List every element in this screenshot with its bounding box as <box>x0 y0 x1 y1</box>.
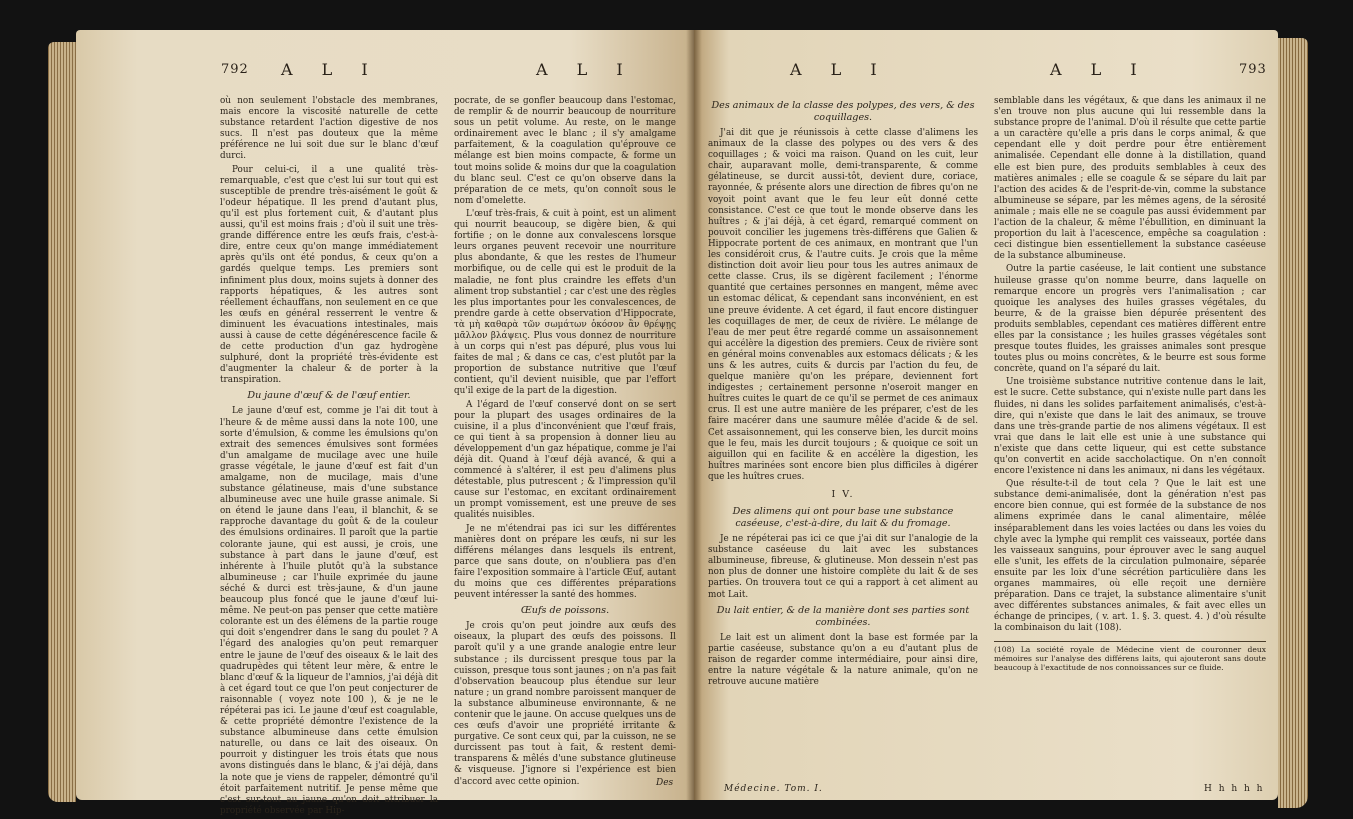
book-gutter <box>686 30 702 800</box>
paragraph: Je ne répéterai pas ici ce que j'ai dit sur l'analogie de la substance caséeuse du lait avec les substances albumineuse, fibreuse, & glutineuse. Mon dessein n'est pas non plus de donner une histoire complète du lait & de ses parties. On trouvera tout ce qui a rapport à cet aliment au mot Lait. <box>708 534 978 600</box>
footnote: (108) La société royale de Médecine vient de couronner deux mémoires sur l'analyse des différens laits, qui ajouteront sans doute beaucoup à l'exactitude de nos connoissances sur ce fluide. <box>994 641 1266 673</box>
headword-left-col2: A L I <box>536 60 635 79</box>
page-number-left: 792 <box>221 62 249 77</box>
left-page-edges <box>48 42 76 802</box>
right-page-column-1 <box>708 96 978 788</box>
left-running-head <box>76 60 694 90</box>
signature-mark-right: H h h h h <box>1204 784 1265 794</box>
left-page-column-2 <box>454 96 676 788</box>
paragraph: Pour celui-ci, il a une qualité très-remarquable, c'est que c'est lui sur tout qui est susceptible de prendre très-aisément le goût & l'odeur hépatique. Il les prend d'autant plus, qu'il est plus fortement cuit, & d'autant plus aussi, qu'il est moins frais ; d'où il suit une très-grande différence entre les œufs frais, c'est-à-dire, entre ceux qu'on mange immédiatement après qu'ils ont été pondus, & ceux qu'on a gardés quelque temps. Les premiers sont infiniment plus doux, moins sujets à donner des rapports hépatiques, & les autres sont réellement échauffans, non seulement en ce que les œufs en général resserrent le ventre & diminuent les évacuations intestinales, mais aussi à cause de cette dégénérescence facile & de cette production d'un gaz hydrogène sulphuré, dont la propriété très-évidente est d'augmenter la chaleur & de porter à la transpiration. <box>220 164 438 386</box>
paragraph: où non seulement l'obstacle des membranes, mais encore la viscosité naturelle de cette substance retardent l'action digestive de nos sucs. Il n'est pas douteux que la même préférence ne lui soit due sur le blanc d'œuf durci. <box>220 96 438 162</box>
paragraph: Le jaune d'œuf est, comme je l'ai dit tout à l'heure & de même aussi dans la note 100, une sorte d'émulsion, & comme les émulsions qu'on extrait des semences émulsives sont formées d'un amalgame de mucilage avec une huile grasse végétale, le jaune d'œuf est fait d'un amalgame, non de mucilage, mais d'une substance gélatineuse, mais d'une substance albumineuse avec une huile grasse animale. Si on étend le jaune dans l'eau, il blanchit, & se rapproche davantage du goût & de la couleur des émulsions ordinaires. Il paroît que la partie colorante jaune, qui est aussi, je crois, une substance à part dans le jaune d'œuf, est inhérente à l'huile plutôt qu'à la substance albumineuse ; car l'huile exprimée du jaune séché & durci est très-jaune, & d'un jaune beaucoup plus foncé que le jaune d'œuf lui-même. Ne peut-on pas penser que cette matière colorante est un des élémens de la partie rouge qui doit s'engendrer dans le sang du poulet ? A l'égard des analogies qu'on peut remarquer entre le jaune de l'œuf des oiseaux & le lait des quadrupèdes qui têtent leur mère, & entre le blanc d'œuf & la liqueur de l'amnios, j'ai déjà dit à cet égard tout ce que l'on peut conjecturer de raisonnable ( voyez note 100 ), & je ne le répéterai pas ici. Le jaune d'œuf est coagulable, & cette propriété démontre l'existence de la substance albumineuse dans cette émulsion naturelle, ou dans ce lait des oiseaux. On pourroit y distinguer les trois états que nous avons distingués dans le blanc, & j'ai déjà, dans la note que je viens de rappeler, démontré qu'il étoit parfaitement nutritif. Je pense même que c'est sur-tout au jaune qu'on doit attribuer la propriété observée par Hip- <box>220 406 438 816</box>
section-heading: Des animaux de la classe des polypes, des vers, & des coquillages. <box>711 100 975 123</box>
paragraph: Le lait est un aliment dont la base est formée par la partie caséeuse, substance qu'on a eu d'autant plus de raison de regarder comme intermédiaire, pour ainsi dire, entre la nature végétale & la nature animale, qu'on ne retrouve aucune matière <box>708 632 978 688</box>
page-number-right: 793 <box>1239 62 1267 77</box>
paragraph: J'ai dit que je réunissois à cette classe d'alimens les animaux de la classe des polypes ou des vers & des coquillages ; & voici ma raison. Quand on les cuit, leur chair, auparavant molle, demi-transparente, & comme gélatineuse, se durcit aussi-tôt, devient dure, coriace, rayonnée, & présente alors une direction de fibres qu'on ne voyoit point avant que le feu leur eût donné cette consistance. C'est ce que tout le monde observe dans les huîtres ; & j'ai déjà, à cet égard, remarqué comment on pouvoit concilier les jugemens très-différens que Galien & Hippocrate portent de ces animaux, en montrant que l'un les considéroit crus, & l'autre cuits. Je crois que la même distinction doit avoir lieu pour tous les autres animaux de cette classe. Crus, ils se digèrent facilement ; l'énorme quantité que certaines personnes en mangent, même avec un estomac délicat, & cependant sans inconvénient, en est une preuve évidente. A cet égard, il faut encore distinguer les coquillages de mer, de ceux de rivière. Le mélange de l'eau de mer peut être regardé comme un assaisonnement qui accélère la digestion des premiers. Ceux de rivière sont en général moins convenables aux estomacs délicats ; & les uns & les autres, cuits & durcis par l'action du feu, de quelque manière qu'on les prépare, deviennent fort indigestes ; certainement personne n'oseroit manger en huîtres cuites le quart de ce qu'il se permet de ces animaux crus. Il est une autre manière de les préparer, c'est de les faire macérer dans une saumure mêlée d'acide & de sel. Cet assaisonnement, qui les conserve bien, les durcit moins que le feu, mais les durcit toujours ; & quoique ce soit un aiguillon qui en facilite & en accélère la digestion, les huîtres marinées sont encore bien plus difficiles à digérer que les huîtres crues. <box>708 128 978 482</box>
paragraph: Outre la partie caséeuse, le lait contient une substance huileuse grasse qu'on nomme beurre, dans laquelle on remarque encore un progrès vers l'animalisation ; car quoique les analyses des huiles grasses végétales, du beurre, & de la graisse bien dépurée présentent des produits semblables, cependant ces matières diffèrent entre elles par la consistance ; les huiles grasses végétales sont presque toutes fluides, les graisses animales sont presque toutes plus ou moins concrètes, & le beurre est sous forme concrète, quand on l'a séparé du lait. <box>994 264 1266 375</box>
paragraph: pocrate, de se gonfler beaucoup dans l'estomac, de remplir & de nourrir beaucoup de nourriture sous un petit volume. Au reste, on le mange ordinairement avec le blanc ; il s'y amalgame parfaitement, & la coagulation qu'éprouve ce mélange est bien moins compacte, & forme un tout moins solide & moins dur que la coagulation du blanc seul. C'est ce qu'on observe dans la préparation de ce mets, qu'on connoît sous le nom d'omelette. <box>454 96 676 206</box>
right-page-edges <box>1278 38 1308 808</box>
headword-right-col2: A L I <box>1050 60 1149 79</box>
catchword: Des <box>656 778 674 788</box>
section-number: I V. <box>831 489 855 500</box>
paragraph: A l'égard de l'œuf conservé dont on se sert pour la plupart des usages ordinaires de la cuisine, il a plus d'inconvénient que l'œuf frais, ce qui tient à sa propension à donner lieu au développement d'un gaz hépatique, comme je l'ai déjà dit. Quand à l'œuf déjà avancé, & qui a commencé à s'altérer, il est peu d'alimens plus détestable, plus putrescent ; & l'impression qu'il cause sur l'estomac, en excitant ordinairement un prompt vomissement, est une preuve de ses qualités nuisibles. <box>454 399 676 521</box>
section-heading: Du lait entier, & de la manière dont ses parties sont combinées. <box>716 604 970 628</box>
paragraph: semblable dans les végétaux, & que dans les animaux il ne s'en trouve non plus aucune qui lui ressemble dans la substance propre de l'animal. D'où il résulte que cette partie a un caractère qu'elle a pris dans le corps animal, & que cependant elle y doit perdre pour être entièrement animalisée. Cependant elle donne à la distillation, quand elle est bien pure, des produits semblables à ceux des matières animales ; elle se coagule & se sépare du lait par l'action des acides & de l'esprit-de-vin, comme la substance albumineuse se sépare, par les mêmes agens, de la sérosité animale ; mais elle ne se coagule pas aussi évidemment par l'action de la chaleur, & même l'ébullition, en diminuant la proportion du lait à l'acescence, empêche sa coagulation : ceci distingue bien essentiellement la substance caséeuse de la substance albumineuse. <box>994 96 1266 262</box>
signature-mark-left: Médecine. Tom. I. <box>724 784 823 794</box>
right-running-head <box>694 60 1278 90</box>
paragraph: Une troisième substance nutritive contenue dans le lait, est le sucre. Cette substance, qui n'existe nulle part dans les fluides, ni dans les solides parfaitement animalisés, c'est-à-dire, qui n'existe que dans le lait des animaux, se trouve dans une très-grande partie de nos alimens végétaux. Il est vrai que dans le lait elle est unie à une substance qui n'existe que dans cette liqueur, qui est cette substance qu'on convertit en acide saccholactique. On n'en connoît encore l'existence ni dans les animaux, ni dans les végétaux. <box>994 377 1266 477</box>
left-page <box>76 30 694 816</box>
paragraph: Je crois qu'on peut joindre aux œufs des oiseaux, la plupart des œufs des poissons. Il paroît qu'il y a une grande analogie entre leur substance ; ils durcissent presque tous par la cuisson, presque tous sont jaunes ; on n'a pas fait d'observation beaucoup plus étendue sur leur nature ; un grand nombre paroissent manquer de la substance albumineuse environnante, & ne contenir que le jaune. On accuse quelques uns de ces œufs d'avoir une propriété irritante & purgative. Ce sont ceux qui, par la cuisson, ne se durcissent pas tout à fait, & restent demi-transparens & mêlés d'une substance glutineuse & visqueuse. J'ignore si l'expérience est bien d'accord avec cette opinion. <box>454 621 676 787</box>
right-page <box>694 30 1278 800</box>
paragraph: L'œuf très-frais, & cuit à point, est un aliment qui nourrit beaucoup, se digère bien, & qui fortifie ; on le donne aux convalescens lorsque leurs organes peuvent recevoir une nourriture plus abondante, & que les restes de l'humeur morbifique, ou de celle qui est le produit de la maladie, ne font plus craindre les effets d'un aliment trop substantiel ; car c'est une des règles les plus importantes pour les convalescences, de prendre garde à cette observation d'Hippocrate, τὰ μὴ καθαρὰ τῶν σωμάτων ὁκόσον ἂν θρέψῃς μᾶλλον βλάψεις. Plus vous donnez de nourriture à un corps qui n'est pas dépuré, plus vous lui faites de mal ; & dans ce cas, c'est plutôt par la proportion de substance nutritive que l'œuf contient, qu'il devient nuisible, que par l'effort qu'il exige de la part de la digestion. <box>454 208 676 397</box>
headword-left-col1: A L I <box>281 60 380 79</box>
section-heading: Œufs de poissons. <box>520 605 610 617</box>
headword-right-col1: A L I <box>790 60 889 79</box>
right-page-column-2 <box>994 96 1266 788</box>
section-heading: Des alimens qui ont pour base une substance caséeuse, c'est-à-dire, du lait & du fromage. <box>732 506 954 530</box>
left-page-column-1 <box>220 96 438 816</box>
paragraph: Que résulte-t-il de tout cela ? Que le lait est une substance demi-animalisée, dont la génération n'est pas encore bien connue, qui est formée de la substance de nos alimens exprimée dans le canal alimentaire, mêlée inséparablement dans les voies lactées ou dans les voies du chyle avec la lymphe qui remplit ces vaisseaux, portée dans les vaisseaux sanguins, pour éprouver avec le sang auquel elle s'unit, les effets de la circulation pulmonaire, séparée ensuite par les loix d'une sécrétion particulière dans les organes mammaires, où elle reçoit une dernière préparation. Dans ce trajet, la substance alimentaire s'unit avec différentes substances animales, & fait avec elles un échange de principes, ( v. art. 1. §. 3. quest. 4. ) d'où résulte la combinaison du lait (108). <box>994 479 1266 634</box>
paragraph: Je ne m'étendrai pas ici sur les différentes manières dont on prépare les œufs, ni sur les différens mélanges dans lesquels ils entrent, parce que sans doute, on n'oubliera pas d'en faire l'exposition sommaire à l'article Œuf, autant du moins que ces différentes préparations peuvent intéresser la santé des hommes. <box>454 523 676 601</box>
section-heading: Du jaune d'œuf & de l'œuf entier. <box>247 390 411 402</box>
